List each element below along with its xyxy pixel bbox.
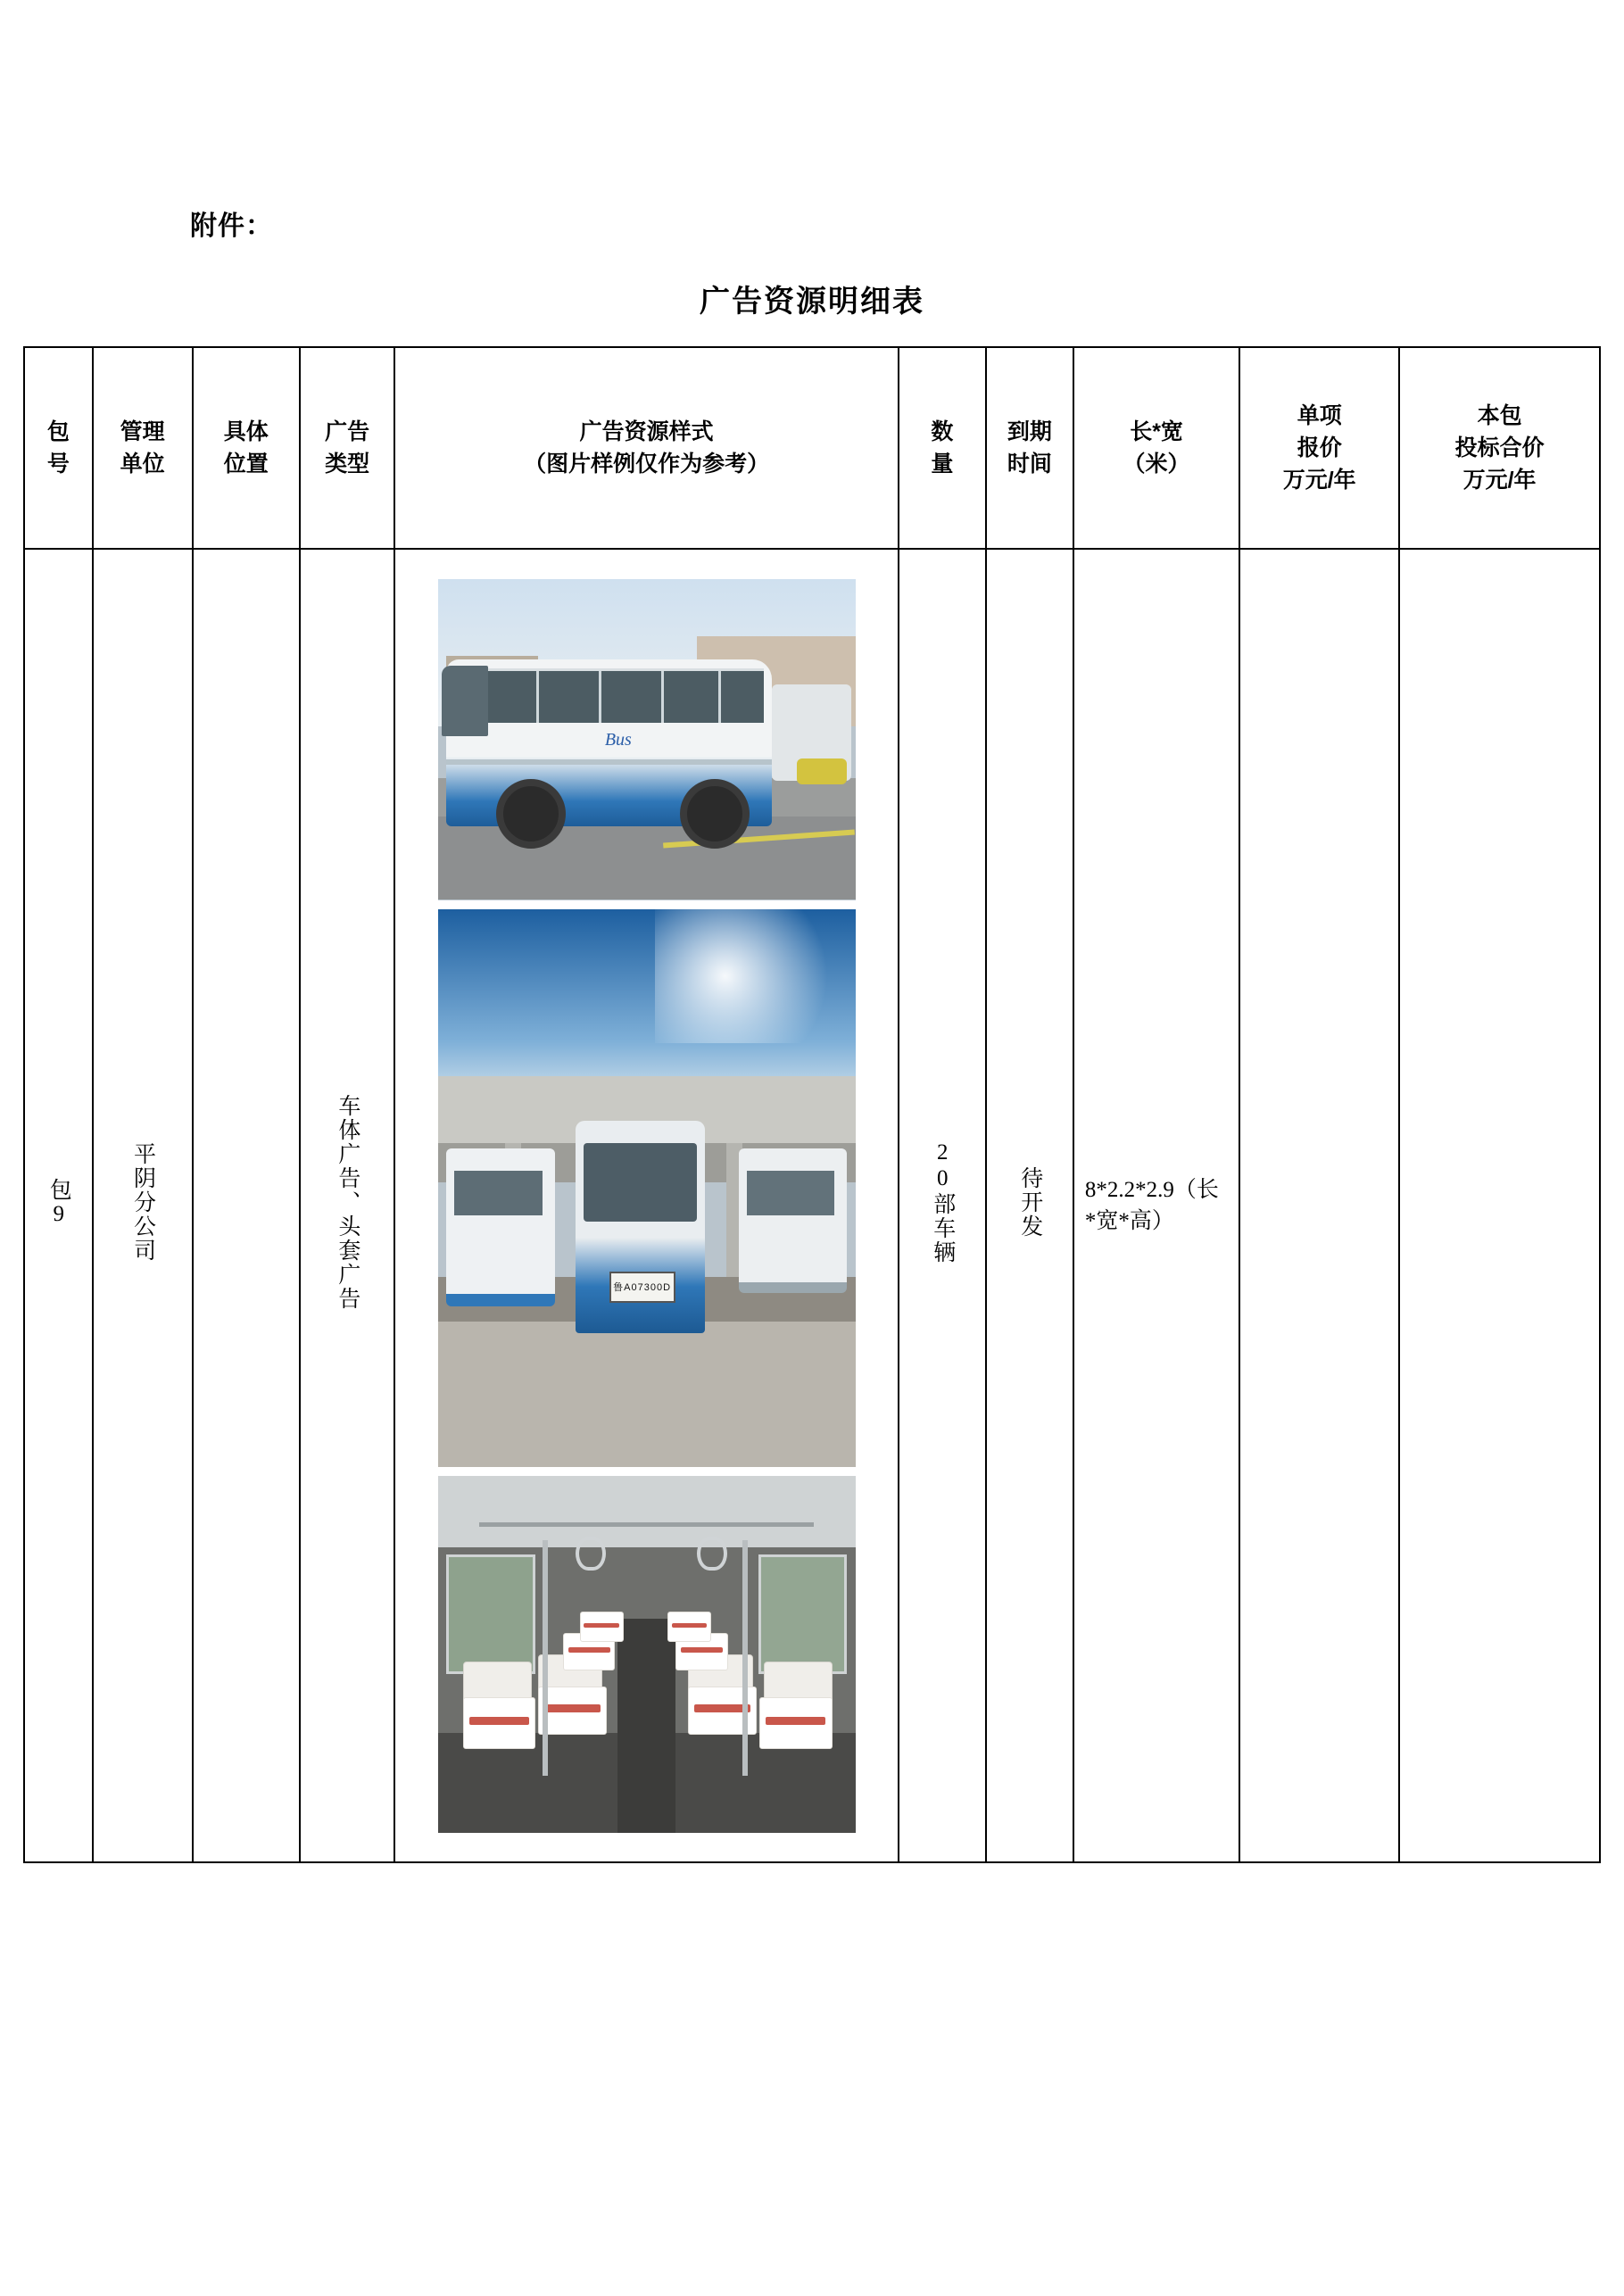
- photo3-ceiling: [438, 1476, 856, 1547]
- photo3-grab-pole: [742, 1540, 748, 1776]
- photo1-front-wheel: [496, 779, 566, 849]
- table-header-row: [24, 347, 1600, 549]
- photo1-bus-stripe: [446, 759, 772, 765]
- cell-ad-sample-photos: [394, 549, 899, 1862]
- photo2-license-plate: 鲁A07300D: [609, 1272, 675, 1303]
- photo3-seat-headrest-cover: [463, 1697, 536, 1749]
- size-value: 8*2.2*2.9（长*宽*高）: [1084, 1178, 1219, 1233]
- attachment-label: 附件：: [190, 211, 273, 241]
- header-management-unit: 管理 单位: [93, 347, 193, 549]
- photo1-taxi: [797, 758, 847, 784]
- photo2-pavement: [438, 1322, 856, 1467]
- photo3-grab-pole: [543, 1540, 548, 1776]
- photo3-right-window: [758, 1554, 848, 1674]
- cell-quantity: [899, 549, 986, 1862]
- photo-stack: [395, 579, 898, 1833]
- photo3-seat-headrest-cover: [759, 1697, 833, 1749]
- management-unit-value: 平阴分公司: [130, 1142, 155, 1263]
- header-quantity: 数 量: [899, 347, 986, 549]
- photo3-seat-headrest-cover: [538, 1687, 607, 1735]
- header-expiry: 到期 时间: [986, 347, 1073, 549]
- ad-type-value: 车体广告、头套广告: [335, 1094, 360, 1311]
- photo1-window-divider: [599, 671, 601, 723]
- header-specific-location: 具体 位置: [193, 347, 300, 549]
- header-unit-price: 单项 报价 万元/年: [1239, 347, 1399, 549]
- header-ad-sample: 广告资源样式 （图片样例仅作为参考）: [394, 347, 899, 549]
- header-ad-type: 广告 类型: [300, 347, 395, 549]
- photo3-seat-headrest-cover: [667, 1612, 711, 1642]
- photo1-window-divider: [718, 671, 721, 723]
- header-package-no: 包 号: [24, 347, 93, 549]
- photo3-left-window: [446, 1554, 535, 1674]
- header-package-total: 本包 投标合价 万元/年: [1399, 347, 1600, 549]
- cell-package-total[interactable]: [1399, 549, 1600, 1862]
- photo1-window-divider: [661, 671, 664, 723]
- photo3-hand-strap: [697, 1537, 727, 1571]
- photo1-bus-windows: [479, 668, 763, 723]
- bus-front-parking-photo: [438, 909, 856, 1467]
- quantity-value: 20部车辆: [930, 1140, 955, 1264]
- cell-package-no: [24, 549, 93, 1862]
- photo3-hand-strap: [576, 1537, 606, 1571]
- photo3-aisle: [617, 1619, 676, 1833]
- photo1-bus-side-logo: Bus: [604, 729, 632, 750]
- photo3-ceiling-rail: [479, 1522, 813, 1527]
- photo2-left-bus-windows: [454, 1171, 542, 1215]
- photo1-rear-wheel: [680, 779, 750, 849]
- expiry-value: 待开发: [1017, 1166, 1042, 1239]
- cell-management-unit: [93, 549, 193, 1862]
- photo2-right-bus-windows: [747, 1171, 834, 1215]
- cell-ad-type: [300, 549, 395, 1862]
- bus-interior-seats-photo: [438, 1476, 856, 1833]
- photo3-seat-headrest-cover: [580, 1612, 624, 1642]
- cell-specific-location: [193, 549, 300, 1862]
- cell-size: [1073, 549, 1239, 1862]
- bus-exterior-side-photo: [438, 579, 856, 900]
- ad-resource-table: [23, 346, 1601, 1863]
- table-row: [24, 549, 1600, 1862]
- cell-unit-price[interactable]: [1239, 549, 1399, 1862]
- photo2-center-bus-windshield: [584, 1143, 696, 1222]
- package-no-value: 包9: [46, 1177, 71, 1228]
- page-title: 广告资源明细表: [700, 285, 924, 319]
- photo1-window-divider: [536, 671, 539, 723]
- header-size: 长*宽 （米）: [1073, 347, 1239, 549]
- photo2-sun-flare: [655, 909, 831, 1043]
- photo1-windshield: [442, 666, 487, 736]
- cell-expiry: [986, 549, 1073, 1862]
